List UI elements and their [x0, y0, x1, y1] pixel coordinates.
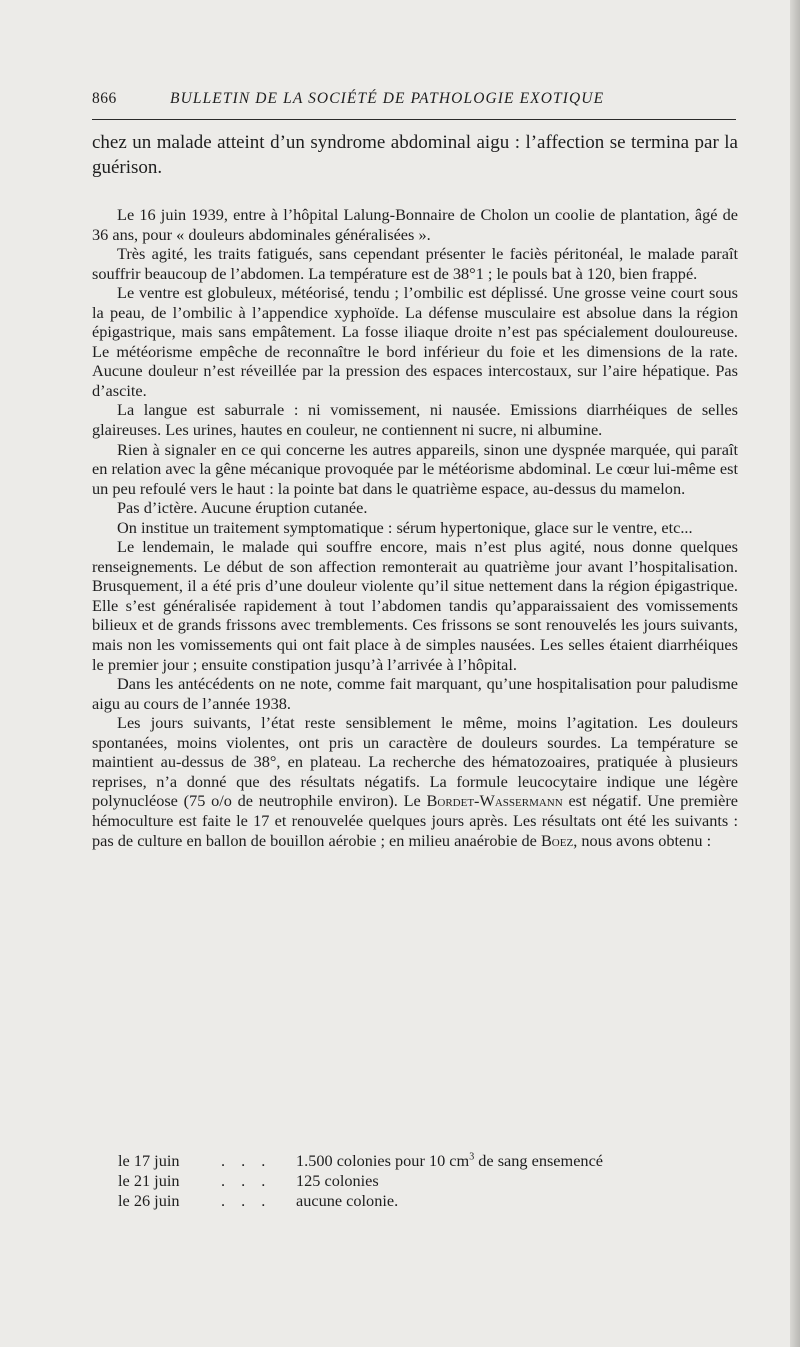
leader-dots: . . . — [221, 1191, 272, 1210]
paragraph-abdomen: Le ventre est globuleux, météorisé, tendu ; l’ombilic est déplissé. Une grosse veine court sous la peau, de l’ombilic à l’appendice xyphoïde. La défense musculaire est absolue dans la région épigastrique, mais sans empâtement. La fosse iliaque droite n’est pas spécialement douloureuse. Le météorisme empêche de reconnaître le bord inférieur du foie et les dimensions de la rate. Aucune douleur n’est réveillée par la pression des espaces intercostaux, sur l’aire hépatique. Pas d’ascite. — [92, 283, 738, 400]
result-tail: de sang ensemencé — [474, 1151, 604, 1170]
result-date: le 17 juin — [118, 1151, 180, 1170]
intro-paragraph: chez un malade atteint d’un syndrome abdominal aigu : l’affection se termina par la guérison. — [92, 132, 738, 178]
hemoculture-text: est négatif. Une première hémoculture est faite le 17 et renouvelée quelques jours après. Les résultats ont été les suivants : pas de culture en ballon de bouillon aérobie ; en milieu anaérobie de — [92, 791, 739, 850]
boez-name: Boez — [540, 830, 574, 850]
paragraph-treatment: On institue un traitement symptomatique : sérum hypertonique, glace sur le ventre, etc... — [117, 517, 693, 537]
result-value: aucune colonie. — [296, 1191, 399, 1210]
paragraph-skin: Pas d’ictère. Aucune éruption cutanée. — [117, 498, 368, 518]
journal-title: BULLETIN DE LA SOCIÉTÉ DE PATHOLOGIE EXOTIQUE — [170, 90, 605, 107]
case-report-body — [92, 205, 738, 850]
result-value: 125 colonies — [296, 1171, 379, 1190]
header-rule — [92, 119, 736, 120]
following-days-text: Les jours suivants, l’état reste sensiblement le même, moins l’agitation. Les douleurs spontanées, moins violentes, ont pris un caractère de douleurs sourdes. La température se maintient au-dessus de 38°, en plateau. La recherche des hématozoaires, pratiquée à plusieurs reprises, n’a donné que des résultats négatifs. La formule leucocytaire indique une légère polynucléose (75 o/o de neutrophile environ). Le — [92, 713, 738, 811]
result-row — [118, 1191, 758, 1211]
leader-dots: . . . — [221, 1171, 272, 1190]
paragraph-history-of-illness: Le lendemain, le malade qui souffre encore, mais n’est plus agité, nous donne quelques renseignements. Le début de son affection remonterait au quatrième jour avant l’hospitalisation. Brusquement, il a été pris d’une douleur violente qu’il situe nettement dans la région épigastrique. Elle s’est généralisée rapidement à tout l’abdomen tandis qu’apparaissaient des vomissements bilieux et de grands frissons avec tremblements. Ces frissons se sont renouvelés les jours suivants, mais non les vomissements qui ont fait place à de simples nausées. Les selles étaient diarrhéiques le premier jour ; ensuite constipation jusqu’à l’arrivée à l’hôpital. — [92, 537, 738, 674]
leader-dots: . . . — [221, 1151, 272, 1170]
result-row — [118, 1171, 758, 1191]
hemoculture-results — [118, 1151, 758, 1211]
result-value — [296, 1151, 603, 1171]
result-count: 1.500 colonies pour 10 cm — [296, 1151, 470, 1170]
paragraph-other-systems: Rien à signaler en ce qui concerne les autres appareils, sinon une dyspnée marquée, qui paraît en relation avec la gêne mécanique provoquée par le météorisme abdominal. Le cœur lui-même est un peu refoulé vers le haut : la pointe bat dans le quatrième espace, au-dessus du mamelon. — [92, 439, 738, 498]
paragraph-following-days — [92, 713, 738, 850]
bordet-wassermann-name: Bordet-Wassermann — [426, 791, 563, 811]
result-row — [118, 1151, 758, 1171]
page-number: 866 — [92, 90, 117, 107]
result-date: le 26 juin — [118, 1191, 180, 1210]
result-date: le 21 juin — [118, 1171, 180, 1190]
paragraph-antecedents: Dans les antécédents on ne note, comme fait marquant, qu’une hospitalisation pour paludisme aigu au cours de l’année 1938. — [92, 674, 738, 713]
obtained-text: , nous avons obtenu : — [573, 830, 712, 850]
paragraph-admission: Le 16 juin 1939, entre à l’hôpital Lalung-Bonnaire de Cholon un coolie de plantation, âgé de 36 ans, pour « douleurs abdominales généralisées ». — [92, 205, 738, 244]
paragraph-digestive: La langue est saburrale : ni vomissement, ni nausée. Emissions diarrhéiques de selles glaireuses. Les urines, hautes en couleur, ne contiennent ni sucre, ni albumine. — [92, 400, 738, 440]
running-header — [92, 90, 740, 112]
superscript: 3 — [469, 1151, 475, 1163]
paragraph-general-state: Très agité, les traits fatigués, sans cependant présenter le faciès péritonéal, le malade paraît souffrir beaucoup de l’abdomen. La température est de 38°1 ; le pouls bat à 120, bien frappé. — [92, 244, 738, 283]
page-edge — [790, 0, 800, 1347]
